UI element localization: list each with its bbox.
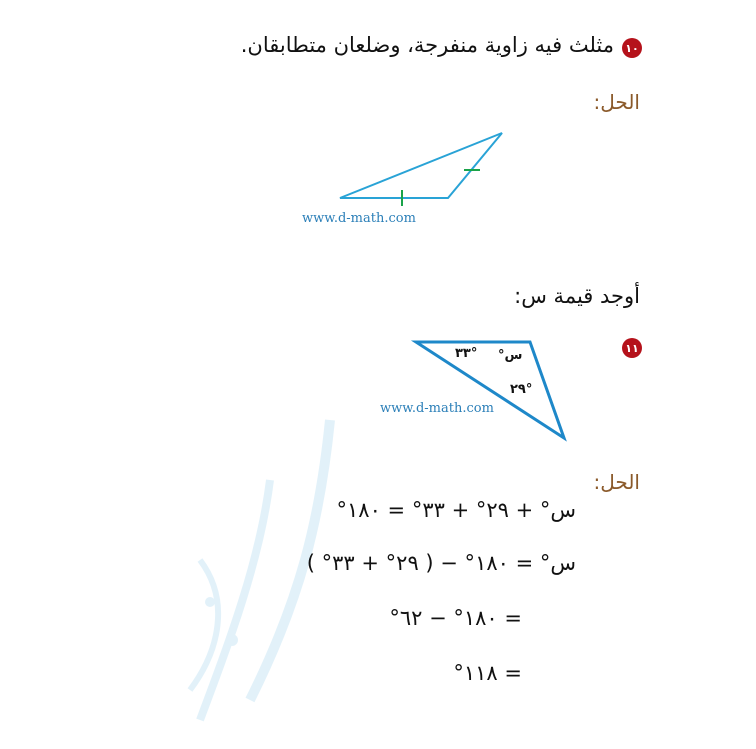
problem-10-text: مثلث فيه زاوية منفرجة، وضلعان متطابقان. [240,33,614,57]
equation-line-4: = ١١٨° [453,661,522,685]
angle-x-label: س° [498,348,523,363]
angle-33-label: °٣٣ [455,346,478,361]
problem-11-solution-label: الحل: [593,470,640,494]
equation-line-1: س° + ٢٩° + ٣٣° = ١٨٠° [336,498,576,522]
angle-29-label: °٢٩ [510,382,533,397]
equation-line-2: س° = ١٨٠° − ( ٢٩° + ٣٣° ) [306,551,576,575]
problem-10-watermark-url: www.d-math.com [302,211,416,226]
find-x-heading: أوجد قيمة س: [514,284,640,308]
problem-11-watermark-url: www.d-math.com [380,401,494,416]
problem-11-number-badge: ١١ [622,338,642,358]
equation-line-3: = ١٨٠° − ٦٢° [389,606,522,630]
problem-10-solution-label: الحل: [593,90,640,114]
problem-10-number-badge: ١٠ [622,38,642,58]
